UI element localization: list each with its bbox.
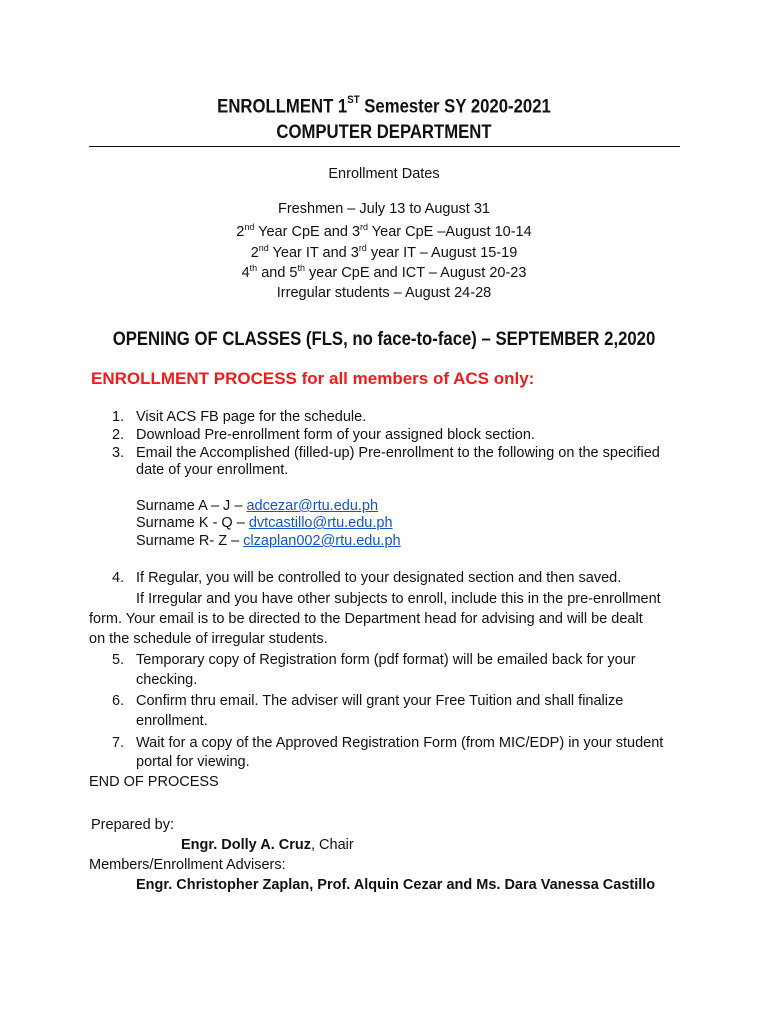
- step-number: 6.: [112, 693, 125, 709]
- email-row-a-j: Surname A – J – adcezar@rtu.edu.ph: [136, 498, 379, 514]
- email-row-k-q: Surname K - Q – dvtcastillo@rtu.edu.ph: [136, 515, 393, 531]
- step-number: 5.: [112, 652, 125, 668]
- header-divider: [89, 146, 680, 147]
- dates-heading: Enrollment Dates: [328, 166, 440, 182]
- date-line-2nd-it: 2nd Year IT and 3rd year IT – August 15-19: [250, 243, 518, 261]
- opening-of-classes: OPENING OF CLASSES (FLS, no face-to-face) – SEPTEMBER 2,2020: [112, 329, 656, 350]
- prepared-by-label: Prepared by:: [91, 817, 175, 833]
- step-6-text: Confirm thru email. The adviser will grant your Free Tuition and shall finalize: [136, 693, 624, 709]
- end-of-process: END OF PROCESS: [89, 774, 219, 790]
- step-4-text: If Regular, you will be controlled to your designated section and then saved.: [136, 570, 622, 586]
- email-row-r-z: Surname R- Z – clzaplan002@rtu.edu.ph: [136, 533, 401, 549]
- chair-signatory: Engr. Dolly A. Cruz, Chair: [181, 837, 354, 853]
- step-4-text-cont: on the schedule of irregular students.: [89, 631, 328, 647]
- date-line-irregular: Irregular students – August 24-28: [276, 285, 492, 301]
- step-1-text: Visit ACS FB page for the schedule.: [136, 409, 367, 425]
- step-3-text-cont: date of your enrollment.: [136, 462, 289, 478]
- members-label: Members/Enrollment Advisers:: [89, 857, 286, 873]
- date-line-freshmen: Freshmen – July 13 to August 31: [278, 201, 490, 217]
- step-number: 7.: [112, 735, 125, 751]
- email-link-a-j[interactable]: adcezar@rtu.edu.ph: [246, 498, 379, 514]
- step-4-text-cont: form. Your email is to be directed to the Department head for advising and will be dealt: [89, 611, 643, 627]
- members-names: Engr. Christopher Zaplan, Prof. Alquin Cezar and Ms. Dara Vanessa Castillo: [136, 877, 656, 893]
- date-line-4th-5th: 4th and 5th year CpE and ICT – August 20-23: [241, 263, 527, 281]
- step-number: 1.: [112, 409, 125, 425]
- step-number: 3.: [112, 445, 125, 461]
- step-2-text: Download Pre-enrollment form of your assigned block section.: [136, 427, 535, 443]
- step-5-text-cont: checking.: [136, 672, 198, 688]
- step-5-text: Temporary copy of Registration form (pdf format) will be emailed back for your: [136, 652, 636, 668]
- step-4-text-cont: If Irregular and you have other subjects to enroll, include this in the pre-enrollment: [136, 591, 661, 607]
- document-title: ENROLLMENT 1ST Semester SY 2020-2021: [217, 94, 551, 118]
- step-7-text-cont: portal for viewing.: [136, 754, 250, 770]
- process-heading: ENROLLMENT PROCESS for all members of ACS only:: [91, 369, 535, 388]
- step-number: 4.: [112, 570, 125, 586]
- step-7-text: Wait for a copy of the Approved Registration Form (from MIC/EDP) in your student: [136, 735, 664, 751]
- email-link-k-q[interactable]: dvtcastillo@rtu.edu.ph: [248, 515, 393, 531]
- step-number: 2.: [112, 427, 125, 443]
- date-line-2nd-cpe: 2nd Year CpE and 3rd Year CpE –August 10-14: [236, 222, 532, 240]
- department-title: COMPUTER DEPARTMENT: [276, 122, 492, 143]
- step-3-text: Email the Accomplished (filled-up) Pre-enrollment to the following on the specified: [136, 445, 660, 461]
- email-link-r-z[interactable]: clzaplan002@rtu.edu.ph: [243, 533, 401, 549]
- step-6-text-cont: enrollment.: [136, 713, 208, 729]
